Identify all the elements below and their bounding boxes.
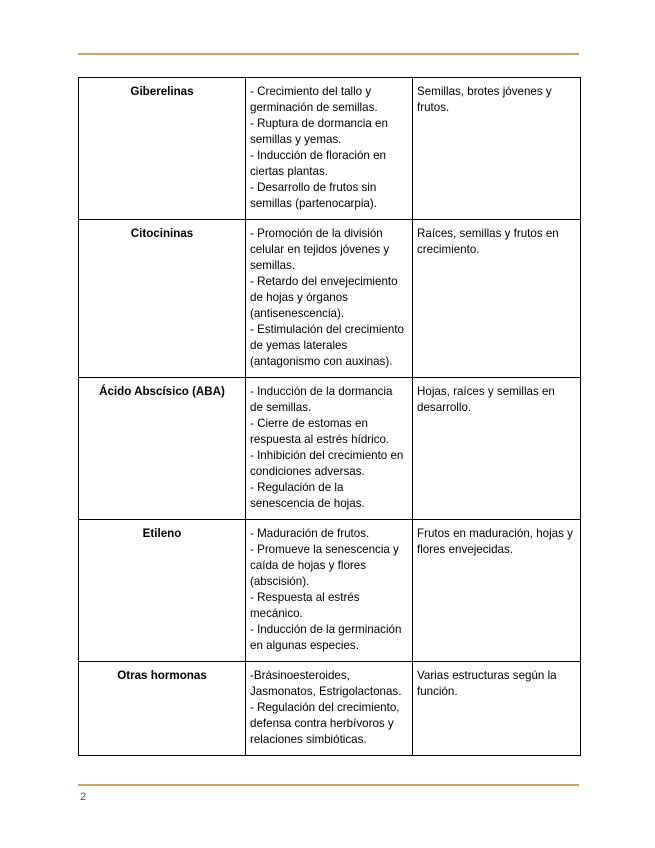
function-item: - Regulación del crecimiento, defensa contra herbívoros y relaciones simbióticas.: [250, 701, 400, 746]
function-item: - Inducción de la dormancia de semillas.: [250, 385, 393, 414]
function-item: - Promueve la senescencia y caída de hojas y flores (abscisión).: [250, 543, 399, 588]
location-cell: Frutos en maduración, hojas y flores envejecidas.: [413, 520, 581, 662]
function-item: - Inducción de floración en ciertas plantas.: [250, 149, 386, 178]
location-cell: Varias estructuras según la función.: [413, 662, 581, 756]
table-row: [79, 662, 581, 756]
function-item: - Cierre de estomas en respuesta al estrés hídrico.: [250, 417, 390, 446]
location-cell: Raíces, semillas y frutos en crecimiento.: [413, 220, 581, 378]
hormone-name-cell: Citocininas: [79, 220, 246, 378]
hormone-name-cell: Giberelinas: [79, 78, 246, 220]
functions-cell: [246, 662, 413, 756]
header-divider: [78, 53, 579, 55]
table-row: [79, 378, 581, 520]
table-row: [79, 520, 581, 662]
functions-cell: [246, 78, 413, 220]
function-item: - Inhibición del crecimiento en condiciones adversas.: [250, 449, 404, 478]
table-row: [79, 220, 581, 378]
functions-cell: [246, 520, 413, 662]
function-item: -Brásinoesteroides, Jasmonatos, Estrigolactonas.: [250, 669, 402, 698]
page-number: 2: [80, 791, 87, 803]
function-item: - Desarrollo de frutos sin semillas (partenocarpia).: [250, 181, 377, 210]
functions-cell: [246, 378, 413, 520]
function-item: - Ruptura de dormancia en semillas y yemas.: [250, 117, 388, 146]
function-item: - Retardo del envejecimiento de hojas y órganos (antisenescencia).: [250, 275, 398, 320]
hormones-table: [78, 77, 581, 756]
hormone-name-cell: Etileno: [79, 520, 246, 662]
function-item: - Maduración de frutos.: [250, 527, 370, 540]
function-item: - Inducción de la germinación en algunas especies.: [250, 623, 402, 652]
footer-divider: [78, 784, 579, 786]
function-item: - Estimulación del crecimiento de yemas laterales (antagonismo con auxinas).: [250, 323, 404, 368]
location-cell: Semillas, brotes jóvenes y frutos.: [413, 78, 581, 220]
table-row: [79, 78, 581, 220]
hormone-name-cell: Ácido Abscísico (ABA): [79, 378, 246, 520]
function-item: - Crecimiento del tallo y germinación de semillas.: [250, 85, 378, 114]
functions-cell: [246, 220, 413, 378]
location-cell: Hojas, raíces y semillas en desarrollo.: [413, 378, 581, 520]
function-item: - Regulación de la senescencia de hojas.: [250, 481, 365, 510]
function-item: - Promoción de la división celular en tejidos jóvenes y semillas.: [250, 227, 390, 272]
hormone-name-cell: Otras hormonas: [79, 662, 246, 756]
function-item: - Respuesta al estrés mecánico.: [250, 591, 360, 620]
